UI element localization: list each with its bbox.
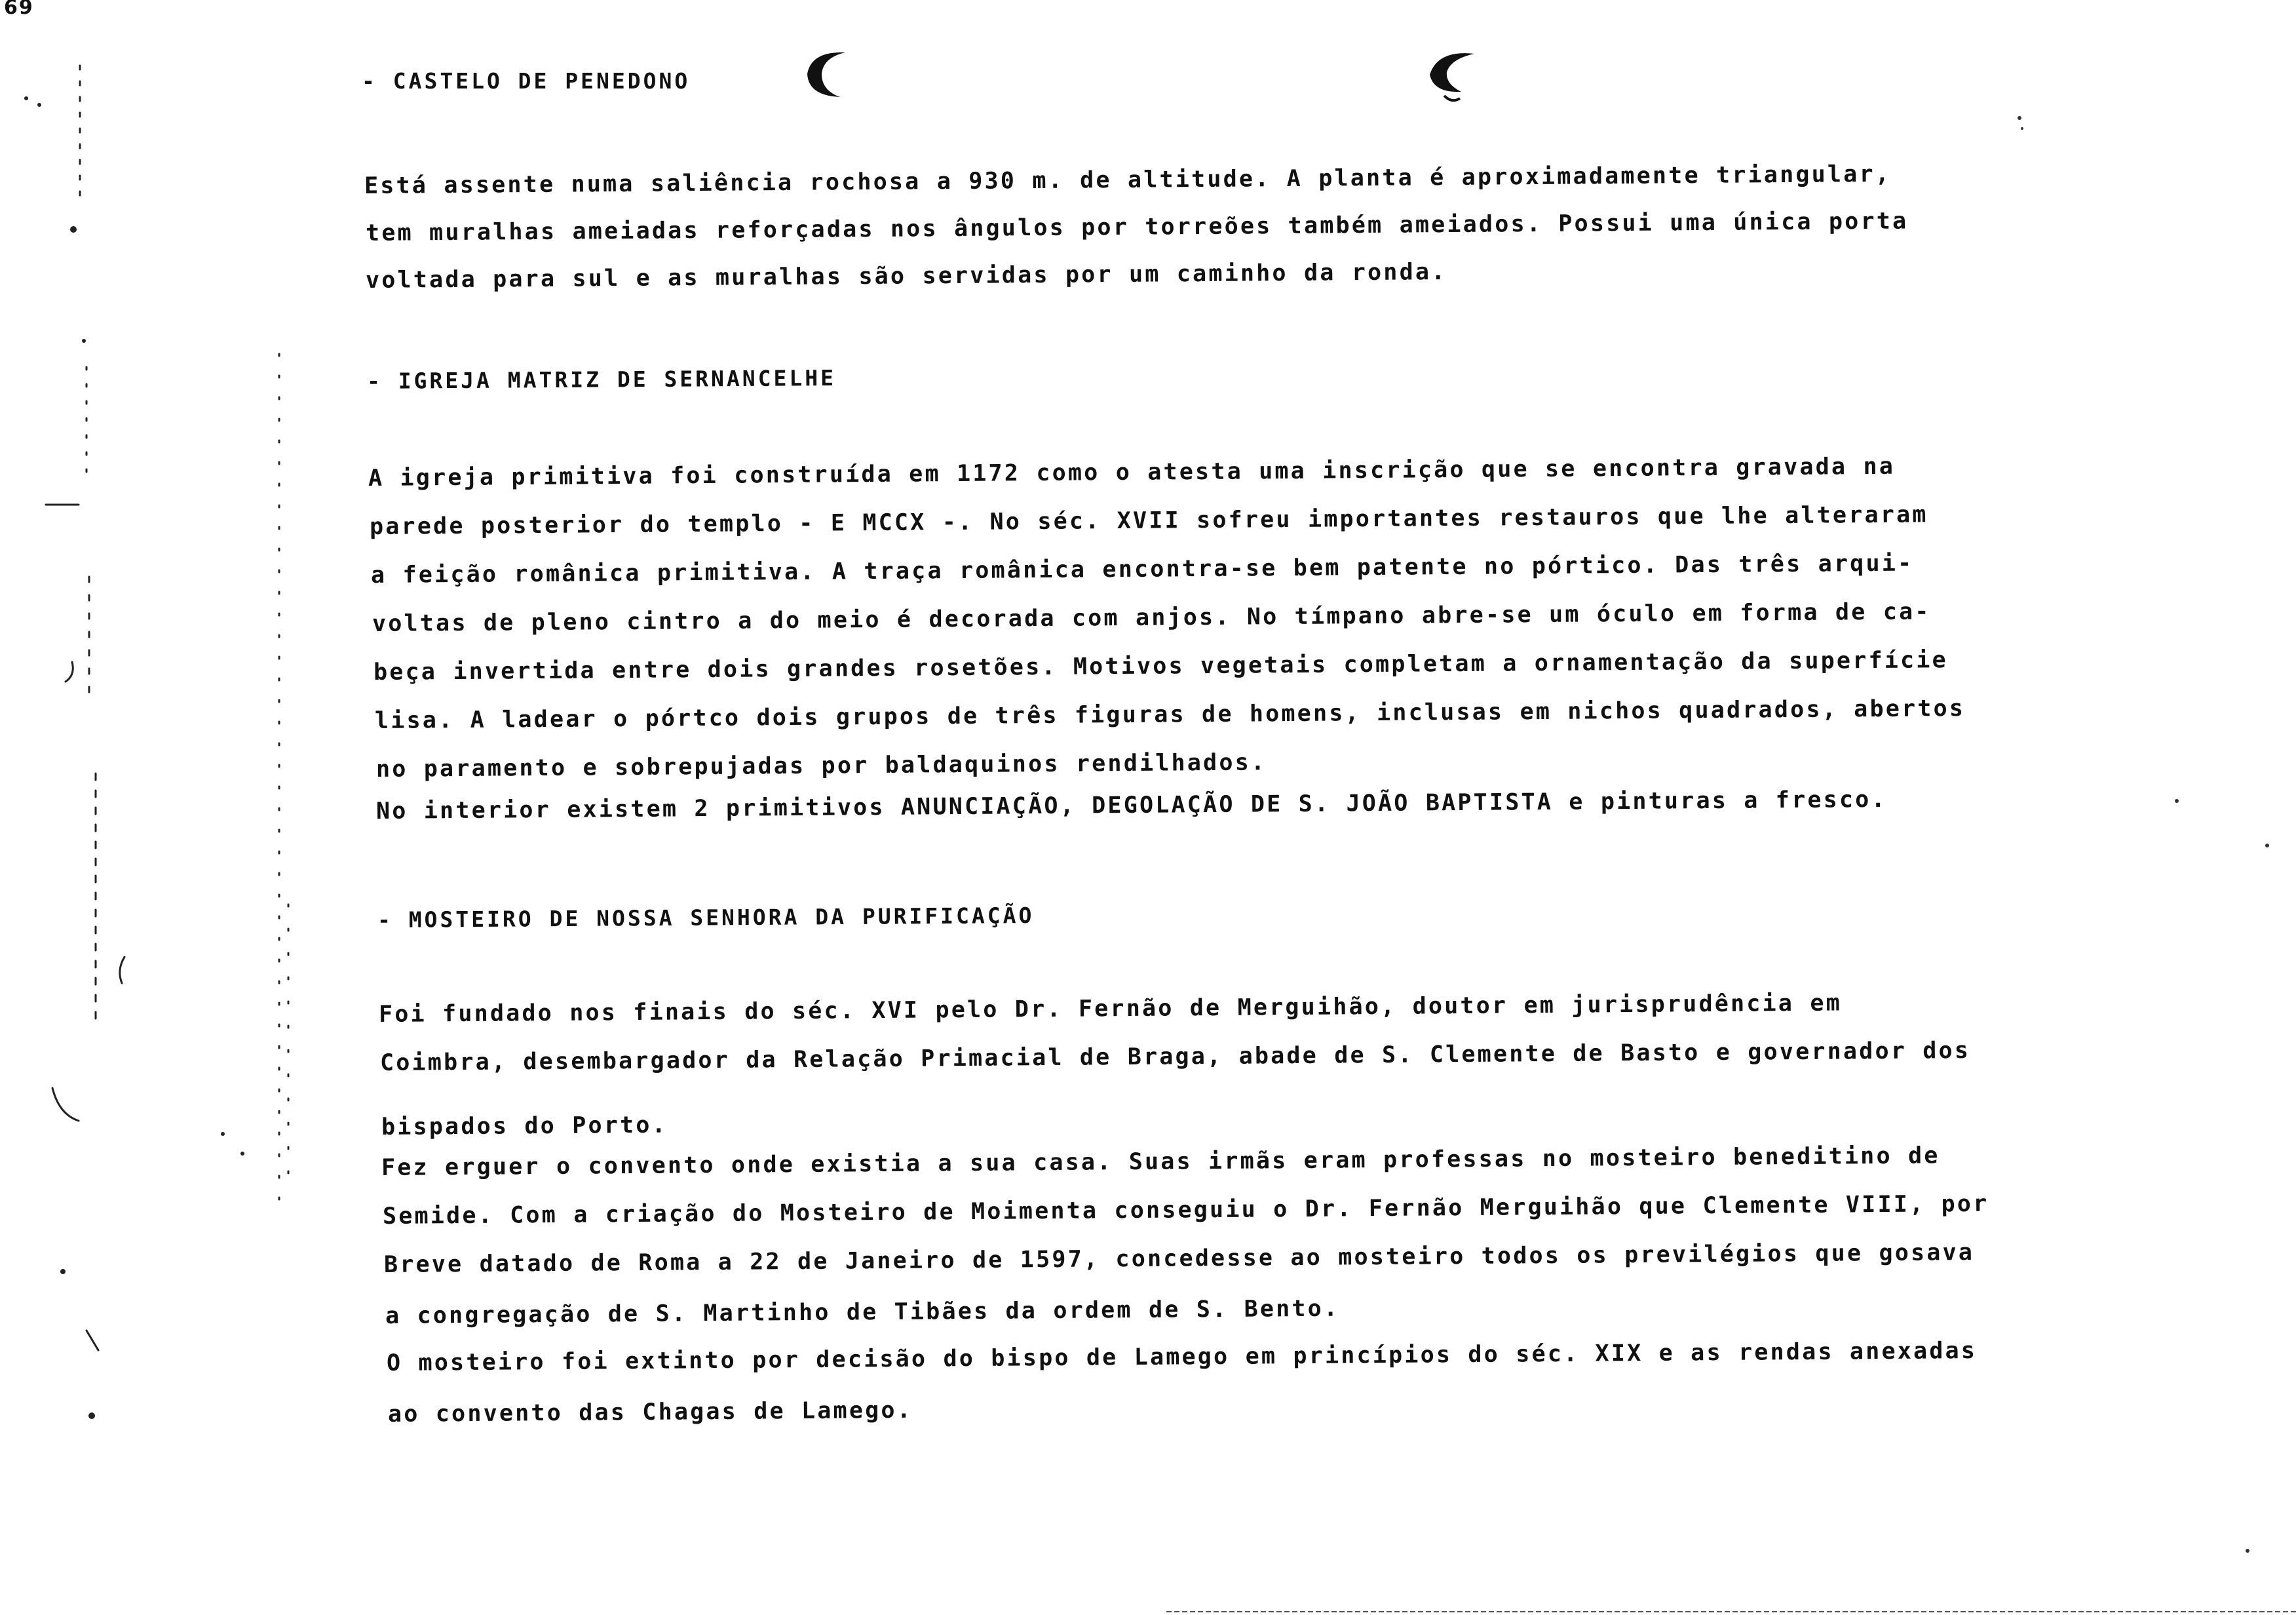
- right-margin-specks: [2005, 105, 2267, 1612]
- section-heading-castelo: - CASTELO DE PENEDONO: [362, 68, 691, 94]
- text-line: lisa. A ladear o pórtco dois grupos de três figuras de homens, inclusas em nichos quadrados, abertos: [374, 695, 1966, 734]
- text-line: ao convento das Chagas de Lamego.: [387, 1397, 913, 1428]
- text-line: Breve datado de Roma a 22 de Janeiro de 1597, concedesse ao mosteiro todos os previlégios que gosava: [383, 1239, 1975, 1278]
- text-line: no paramento e sobrepujadas por baldaquinos rendilhados.: [375, 749, 1267, 783]
- text-line: Fez erguer o convento onde existia a sua casa. Suas irmãs eram professas no mosteiro beneditino de: [381, 1142, 1940, 1181]
- margin-scan-marks: [0, 0, 301, 1615]
- section-heading-mosteiro: - MOSTEIRO DE NOSSA SENHORA DA PURIFICAÇÃO: [377, 903, 1035, 933]
- text-line: A igreja primitiva foi construída em 1172 como o atesta uma inscrição que se encontra gravada na: [368, 453, 1896, 492]
- text-line: a congregação de S. Martinho de Tibães da ordem de S. Bento.: [385, 1295, 1340, 1329]
- bottom-edge-rule: [1166, 1611, 2296, 1612]
- text-line: Está assente numa saliência rochosa a 930 m. de altitude. A planta é aproximadamente triangular,: [364, 161, 1892, 199]
- section-heading-igreja: - IGREJA MATRIZ DE SERNANCELHE: [366, 365, 837, 394]
- crescent-mark-left: [799, 45, 852, 104]
- text-line: tem muralhas ameiadas reforçadas nos ângulos por torreões também ameiados. Possui uma única porta: [365, 208, 1909, 246]
- text-line: Semide. Com a criação do Mosteiro de Moimenta conseguiu o Dr. Fernão Merguihão que Clemente VIII, por: [382, 1190, 1989, 1230]
- text-line: beça invertida entre dois grandes rosetões. Motivos vegetais completam a ornamentação da superfície: [373, 647, 1948, 686]
- page-number: 69: [4, 0, 34, 19]
- text-line: O mosteiro foi extinto por decisão do bispo de Lamego em princípios do séc. XIX e as rendas anexadas: [386, 1337, 1978, 1376]
- text-line: No interior existem 2 primitivos ANUNCIAÇÃO, DEGOLAÇÃO DE S. JOÃO BAPTISTA e pinturas a fresco.: [375, 786, 1887, 825]
- text-line: a feição românica primitiva. A traça românica encontra-se bem patente no pórtico. Das três arqui-: [370, 550, 1914, 589]
- text-line: Foi fundado nos finais do séc. XVI pelo Dr. Fernão de Merguihão, doutor em jurisprudência em: [378, 990, 1843, 1028]
- text-line: bispados do Porto.: [381, 1112, 668, 1140]
- text-line: voltas de pleno cintro a do meio é decorada com anjos. No tímpano abre-se um óculo em forma de ca-: [372, 598, 1931, 637]
- crescent-mark-right: [1421, 43, 1480, 109]
- text-line: Coimbra, desembargador da Relação Primacial de Braga, abade de S. Clemente de Basto e governador dos: [379, 1037, 1971, 1076]
- text-line: voltada para sul e as muralhas são servidas por um caminho da ronda.: [365, 259, 1447, 294]
- text-line: parede posterior do templo - E MCCX -. No séc. XVII sofreu importantes restauros que lhe alteraram: [369, 501, 1928, 540]
